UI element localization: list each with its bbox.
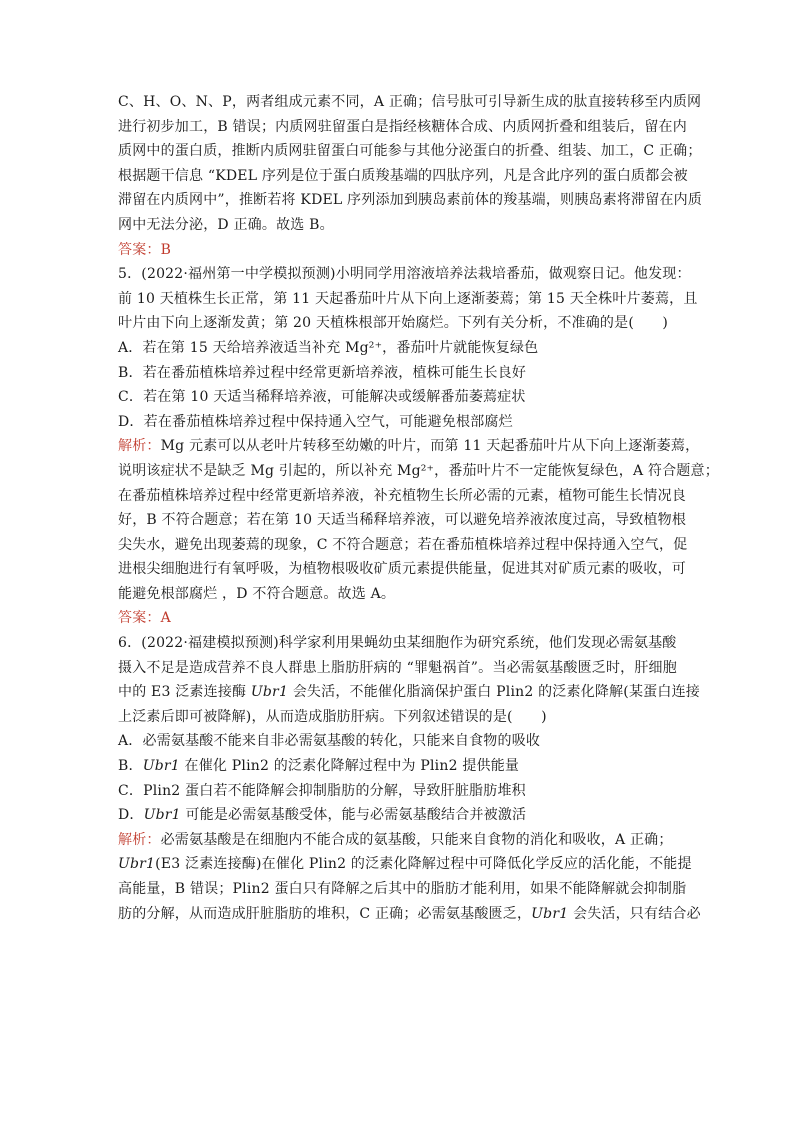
analysis-text: 能避免根部腐烂 ，D 不符合题意。故选 A。 bbox=[118, 585, 396, 602]
analysis-text: 肪的分解，从而造成肝脏脂肪的堆积，C 正确；必需氨基酸匮乏， bbox=[118, 905, 532, 922]
gene-name: Ubr1 bbox=[250, 684, 289, 701]
option-prefix: B． bbox=[118, 758, 143, 775]
document-page bbox=[118, 90, 719, 926]
question-stem bbox=[118, 680, 700, 705]
option-text: 在催化 Plin2 的泛素化降解过程中为 Plin2 提供能量 bbox=[179, 758, 520, 775]
question-stem: 6．(2022·福建模拟预测)科学家利用果蝇幼虫某细胞作为研究系统，他们发现必需氨基酸 bbox=[118, 635, 677, 652]
text-line: C、H、O、N、P，两者组成元素不同，A 正确；信号肽可引导新生成的肽直接转移至内质网 bbox=[118, 94, 702, 110]
answer-label: 答案： bbox=[118, 241, 161, 258]
text-line: 质网中的蛋白质，推断内质网驻留蛋白可能参与其他分泌蛋白的折叠、组装、加工，C 正确； bbox=[118, 143, 702, 160]
answer-value: B bbox=[160, 241, 172, 258]
question-stem: 前 10 天植株生长正常，第 11 天起番茄叶片从下向上逐渐萎蔫；第 15 天全株叶片萎蔫，且 bbox=[118, 290, 698, 307]
gene-name: Ubr1 bbox=[531, 905, 569, 922]
stem-text: 中的 E3 泛素连接酶 bbox=[118, 684, 251, 701]
analysis-text bbox=[118, 902, 701, 927]
analysis-text: Mg 元素可以从老叶片转移至幼嫩的叶片，而第 11 天起番茄叶片从下向上逐渐萎蔫， bbox=[160, 438, 700, 455]
option-b bbox=[118, 754, 688, 779]
gene-name: Ubr1 bbox=[143, 807, 181, 824]
question-stem: 上泛素后即可被降解)，从而造成脂肪肝病。下列叙述错误的是( ) bbox=[118, 708, 547, 725]
stem-text: 会失活，不能催化脂滴保护蛋白 Plin2 的泛素化降解(某蛋白连接 bbox=[288, 684, 700, 701]
option-text: 可能是必需氨基酸受体，能与必需氨基酸结合并被激活 bbox=[180, 807, 527, 824]
analysis-text: 必需氨基酸是在细胞内不能合成的氨基酸，只能来自食物的消化和吸收，A 正确； bbox=[160, 831, 673, 848]
answer-line bbox=[118, 606, 688, 631]
option-c: C．Plin2 蛋白若不能降解会抑制脂肪的分解，导致肝脏脂肪堆积 bbox=[118, 782, 526, 799]
gene-name: Ubr1 bbox=[118, 856, 156, 873]
analysis-label: 解析： bbox=[118, 438, 161, 455]
analysis-line bbox=[118, 828, 688, 853]
question-stem: 叶片由下向上逐渐发黄；第 20 天植株根部开始腐烂。下列有关分析，不准确的是( ) bbox=[118, 315, 669, 332]
gene-name: Ubr1 bbox=[142, 758, 180, 775]
analysis-text: 尖失水，避免出现萎蔫的现象，C 不符合题意；若在番茄植株培养过程中保持通入空气，促 bbox=[118, 536, 688, 553]
analysis-label: 解析： bbox=[118, 831, 161, 848]
option-a: A．必需氨基酸不能来自非必需氨基酸的转化，只能来自食物的吸收 bbox=[118, 733, 541, 750]
text-line: 滞留在内质网中”，推断若将 KDEL 序列添加到胰岛素前体的羧基端，则胰岛素将滞留在内质 bbox=[118, 192, 703, 209]
analysis-text: 好，B 不符合题意；若在第 10 天适当稀释培养液，可以避免培养液浓度过高，导致植物根 bbox=[118, 512, 687, 529]
analysis-text bbox=[118, 852, 692, 877]
answer-line bbox=[118, 238, 688, 263]
analysis-text: 进根尖细胞进行有氧呼吸，为植物根吸收矿质元素提供能量，促进其对矿质元素的吸收，可 bbox=[118, 561, 686, 578]
text-line: 网中无法分泌，D 正确。故选 B。 bbox=[118, 216, 334, 233]
option-prefix: D． bbox=[118, 807, 144, 824]
answer-label: 答案： bbox=[118, 610, 161, 627]
option-c: C．若在第 10 天适当稀释培养液，可能解决或缓解番茄萎蔫症状 bbox=[118, 389, 526, 406]
analysis-text: 会失活，只有结合必 bbox=[568, 905, 701, 922]
question-stem: 5．(2022·福州第一中学模拟预测)小明同学用溶液培养法栽培番茄，做观察日记。他发现： bbox=[118, 266, 691, 283]
text-line: 根据题干信息 “KDEL 序列是位于蛋白质羧基端的四肽序列，凡是含此序列的蛋白质都会被 bbox=[118, 167, 688, 184]
analysis-line bbox=[118, 434, 700, 459]
text-line: 进行初步加工，B 错误；内质网驻留蛋白是指经核糖体合成、内质网折叠和组装后，留在内 bbox=[118, 118, 687, 135]
option-a: A．若在第 15 天给培养液适当补充 Mg²⁺，番茄叶片就能恢复绿色 bbox=[118, 339, 539, 356]
analysis-text: 高能量，B 错误；Plin2 蛋白只有降解之后其中的脂肪才能利用，如果不能降解就会抑制脂 bbox=[118, 881, 687, 897]
answer-value: A bbox=[160, 610, 171, 627]
option-d: D．若在番茄植株培养过程中保持通入空气，可能避免根部腐烂 bbox=[118, 413, 513, 430]
option-b: B．若在番茄植株培养过程中经常更新培养液，植株可能生长良好 bbox=[118, 364, 527, 381]
analysis-text: 在番茄植株培养过程中经常更新培养液，补充植物生长所必需的元素，植物可能生长情况良 bbox=[118, 487, 686, 504]
analysis-text: (E3 泛素连接酶)在催化 Plin2 的泛素化降解过程中可降低化学反应的活化能，不能提 bbox=[155, 856, 692, 873]
question-stem: 摄入不足是造成营养不良人群患上脂肪肝病的 “罪魁祸首”。当必需氨基酸匮乏时，肝细胞 bbox=[118, 659, 677, 676]
analysis-text: 说明该症状不是缺乏 Mg 引起的，所以补充 Mg²⁺，番茄叶片不一定能恢复绿色，A 符合题意； bbox=[118, 462, 719, 479]
option-d bbox=[118, 803, 688, 828]
